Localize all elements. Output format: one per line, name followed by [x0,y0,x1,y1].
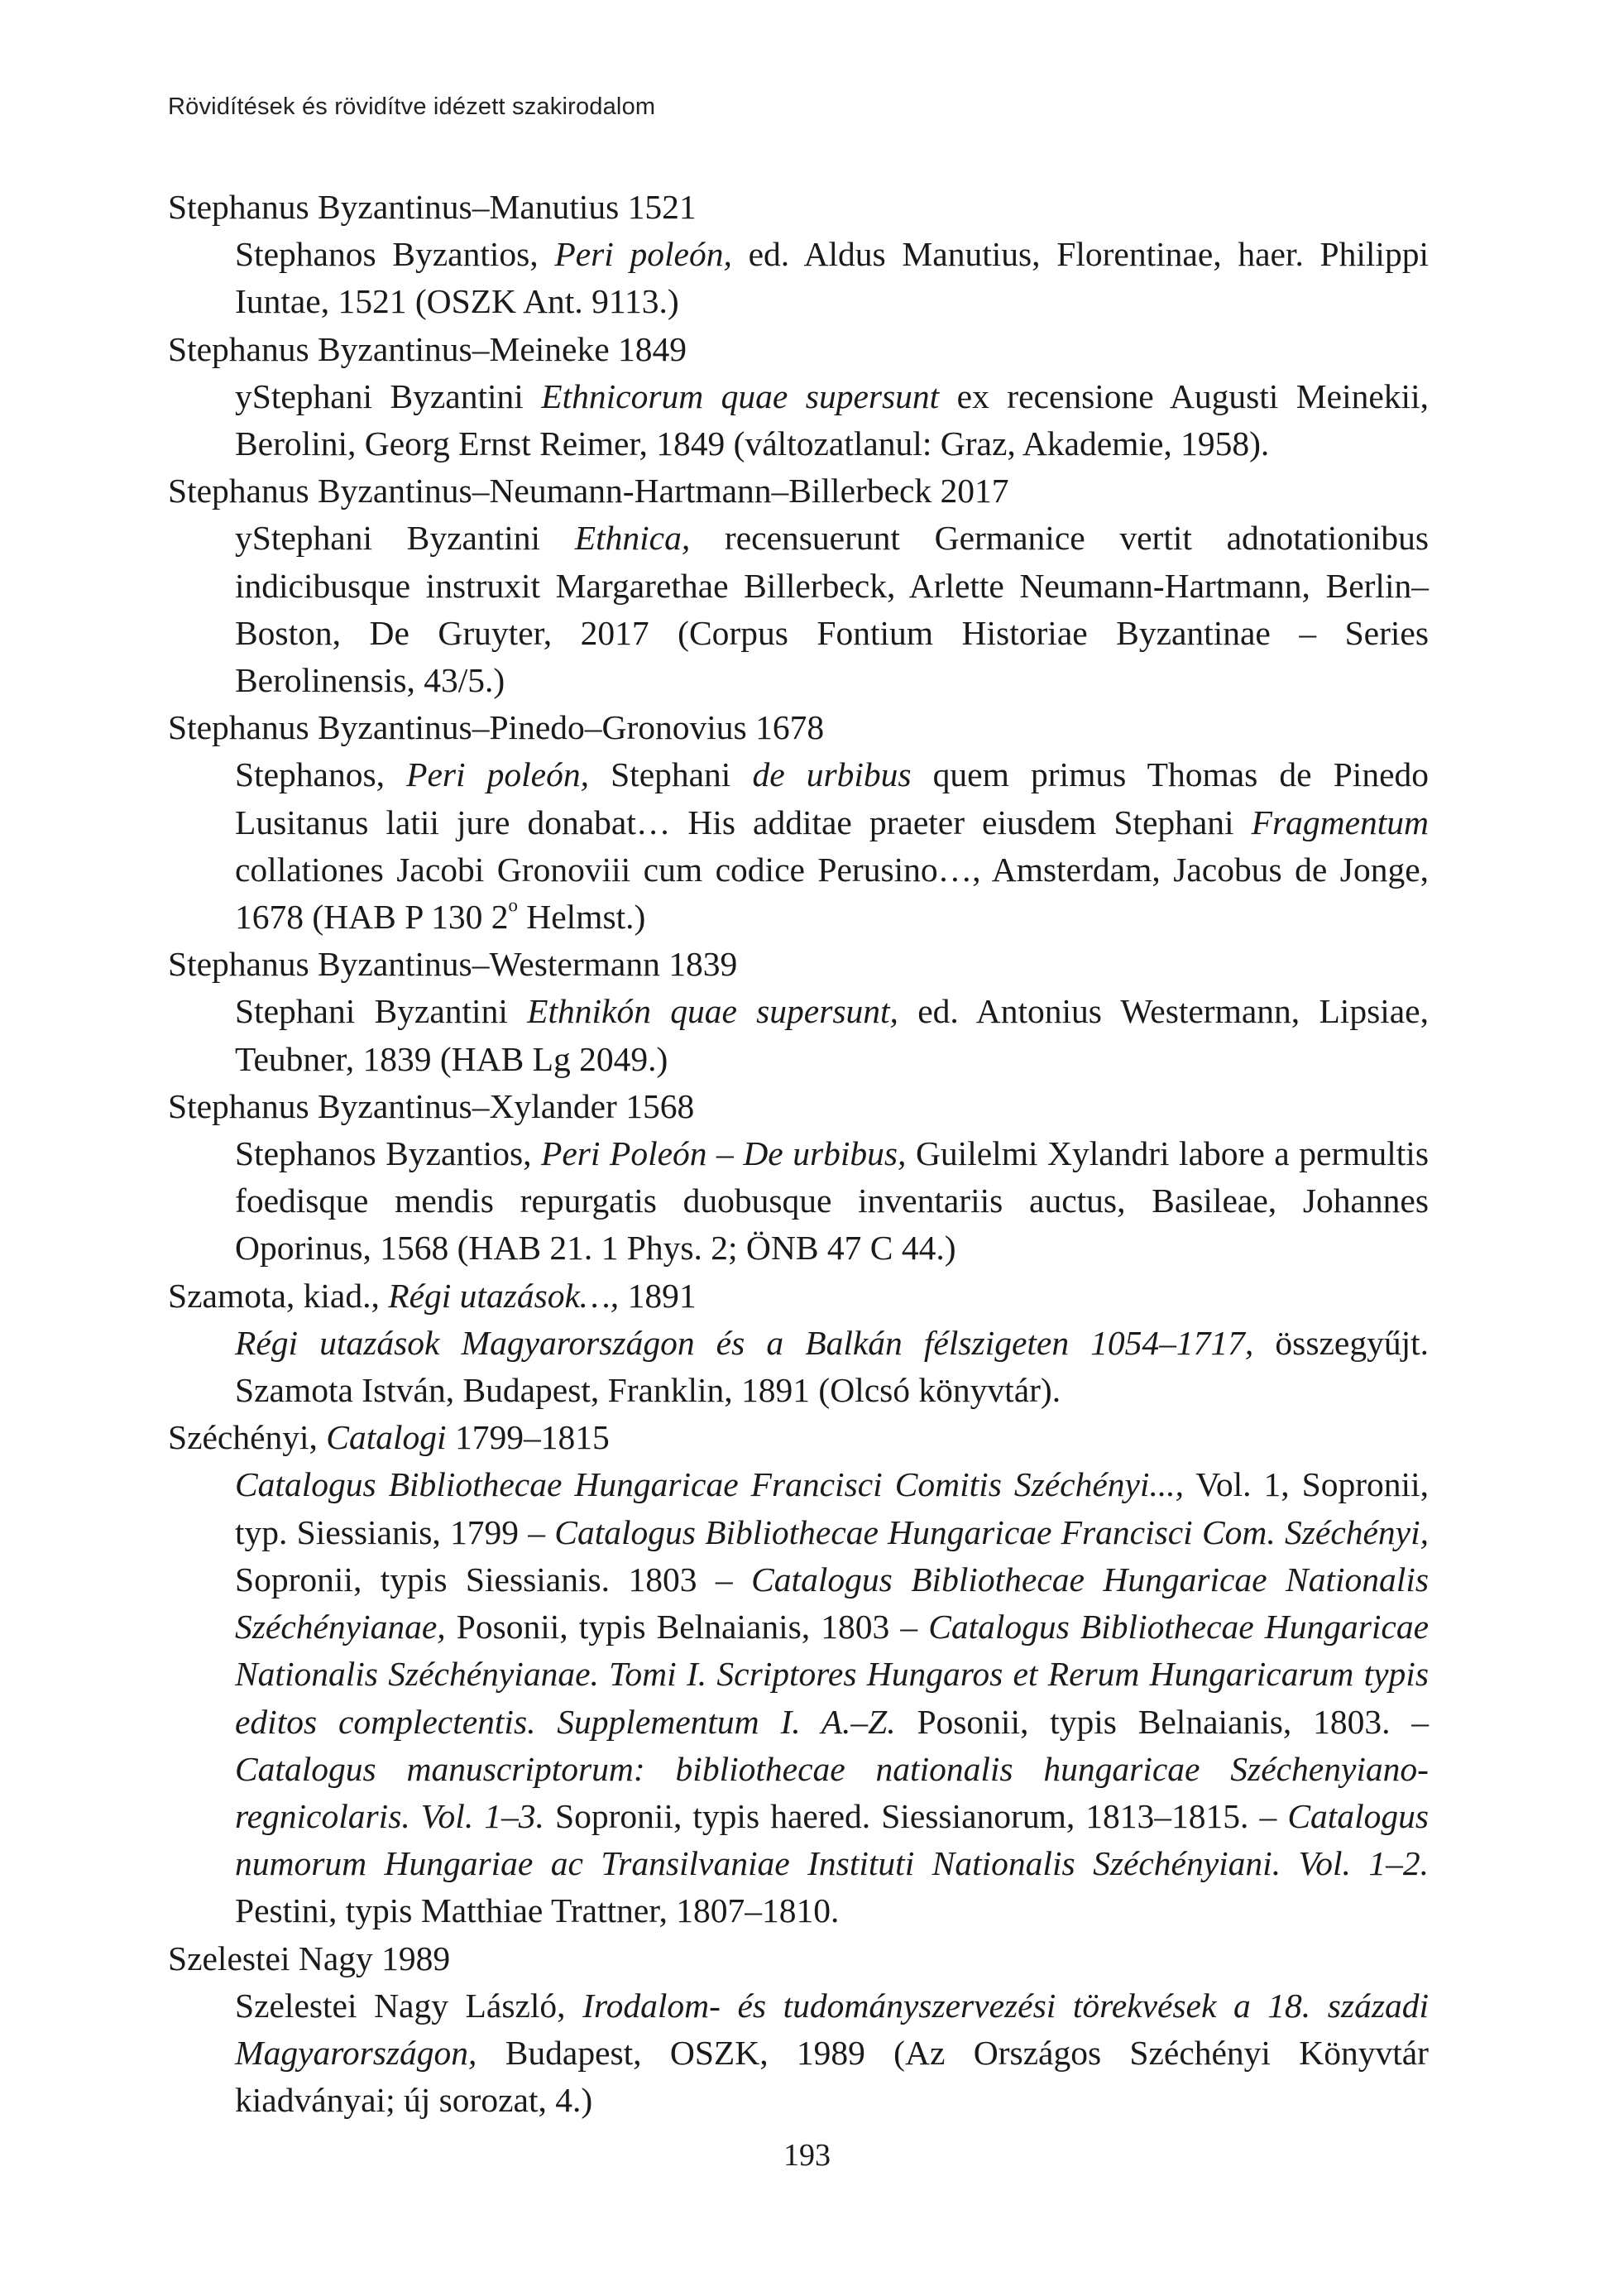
text-run: Stephani Byzantini [235,992,528,1031]
entry-citation [168,1320,1429,1414]
entry-heading [168,184,1429,231]
entry-heading [168,1273,1429,1320]
entry-heading [168,1083,1429,1130]
italic-title: Irodalom- és tudományszervezési törekvések a 18. századi Magyarországon, [235,1986,1429,2072]
bibliography-entry [168,704,1429,941]
entry-citation [168,751,1429,941]
text-run: 1799–1815 [446,1418,610,1457]
text-run: 1891 [619,1276,697,1315]
text-run: Stephanos Byzantios, [235,235,555,274]
text-run: collationes Jacobi Gronoviii cum codice Perusino…, Amsterdam, Jacobus de Jonge, 1678 (HAB P 130 2 [235,850,1429,937]
entry-heading [168,941,1429,988]
text-run: Stephanus Byzantinus–Meineke 1849 [168,329,687,368]
text-run: Stephanus Byzantinus–Manutius 1521 [168,188,697,226]
entry-heading [168,326,1429,373]
italic-title: Catalogus manuscriptorum: bibliothecae nationalis hungaricae Széchenyiano-regnicolaris. Vol. 1–3. [235,1749,1429,1835]
bibliography-entry [168,941,1429,1083]
italic-title: Peri Poleón – De urbibus, [541,1134,907,1173]
text-run: összegyűjt. Szamota István, Budapest, Franklin, 1891 (Olcsó könyvtár). [235,1323,1429,1410]
bibliography-list [168,184,1429,2124]
text-run: Stephanus Byzantinus–Xylander 1568 [168,1086,695,1125]
italic-title: Catalogi [326,1418,447,1457]
italic-title: Régi utazások…, [388,1276,620,1315]
text-run: Stephanus Byzantinus–Westermann 1839 [168,945,738,984]
text-run: Stephanus Byzantinus–Neumann-Hartmann–Billerbeck 2017 [168,472,1009,510]
italic-title: Ethnicorum quae supersunt [541,376,940,415]
italic-title: Catalogus Bibliothecae Hungaricae Francisci Com. Széchényi, [554,1512,1429,1551]
page-number: 193 [783,2138,831,2173]
text-run: yStephani Byzantini [235,519,575,558]
text-run: quem primus Thomas de Pinedo Lusitanus latii jure donabat… His additae praeter eiusdem Stephani [235,755,1429,841]
bibliography-entry [168,184,1429,326]
bibliography-entry [168,467,1429,704]
italic-title: Peri poleón, [406,755,589,794]
entry-citation [168,1461,1429,1934]
bibliography-entry [168,326,1429,468]
text-run: Pestini, typis Matthiae Trattner, 1807–1810. [235,1891,840,1930]
text-run: Szelestei Nagy 1989 [168,1939,451,1977]
italic-title: Peri poleón, [554,235,732,274]
italic-title: de urbibus [752,755,912,794]
entry-citation [168,515,1429,704]
entry-citation [168,231,1429,325]
text-run: ex recensione Augusti Meinekii, Berolini, Georg Ernst Reimer, 1849 (változatlanul: Graz, Akademie, 1958). [235,376,1429,463]
text-run: Stephani [588,755,753,794]
text-run: yStephani Byzantini [235,376,542,415]
italic-title: Catalogus numorum Hungariae ac Transilvaniae Instituti Nationalis Széchényiani. Vol. 1–2. [235,1796,1429,1883]
text-run: ed. Antonius Westermann, Lipsiae, Teubner, 1839 (HAB Lg 2049.) [235,992,1429,1078]
italic-title: Ethnica, [574,519,691,558]
bibliography-entry [168,1935,1429,2125]
text-run: Szamota, kiad., [168,1276,389,1315]
text-run: Posonii, typis Belnaianis, 1803. – [895,1702,1429,1741]
italic-title: Catalogus Bibliothecae Hungaricae Nationalis Széchényianae, [235,1560,1429,1647]
entry-citation [168,1982,1429,2125]
italic-title: Régi utazások Magyarországon és a Balkán félszigeten 1054–1717, [235,1323,1254,1362]
text-run: Helmst.) [517,898,646,937]
text-run: ed. Aldus Manutius, Florentinae, haer. Philippi Iuntae, 1521 (OSZK Ant. 9113.) [235,235,1429,321]
text-run: Vol. 1, Sopronii, typ. Siessianis, 1799 – [235,1465,1429,1551]
entry-heading [168,1414,1429,1461]
running-head: Rövidítések és rövidítve idézett szakirodalom [168,93,656,120]
bibliography-entry [168,1273,1429,1415]
entry-heading [168,467,1429,515]
italic-title: Ethnikón quae supersunt, [527,992,898,1031]
italic-title: Catalogus Bibliothecae Hungaricae Francisci Comitis Széchényi..., [235,1465,1184,1504]
text-run: Széchényi, [168,1418,327,1457]
text-run: Stephanus Byzantinus–Pinedo–Gronovius 1678 [168,708,825,747]
text-run: Sopronii, typis Siessianis. 1803 – [235,1560,752,1599]
italic-title: Fragmentum [1251,803,1429,841]
entry-heading [168,704,1429,751]
text-run: Posonii, typis Belnaianis, 1803 – [445,1608,929,1647]
text-run: Guilelmi Xylandri labore a permultis foedisque mendis repurgatis duobusque inventariis auctus, Basileae, Johannes Oporinus, 1568 (HAB 21. 1 Phys. 2; ÖNB 47 C 44.) [235,1134,1429,1268]
entry-citation [168,988,1429,1082]
text-run: Stephanos Byzantios, [235,1134,541,1173]
entry-citation [168,1130,1429,1273]
text-run: Sopronii, typis haered. Siessianorum, 1813–1815. – [544,1796,1288,1835]
bibliography-entry [168,1414,1429,1934]
italic-title: Catalogus Bibliothecae Hungaricae Nationalis Széchényianae. Tomi I. Scriptores Hungaros et Rerum Hungaricarum typis editos complectentis. Supplementum I. A.–Z. [235,1608,1429,1741]
superscript: o [508,894,518,916]
text-run: Stephanos, [235,755,407,794]
text-run: recensuerunt Germanice vertit adnotationibus indicibusque instruxit Margarethae Billerbeck, Arlette Neumann-Hartmann, Berlin–Boston, De Gruyter, 2017 (Corpus Fontium Historiae Byzantinae – Series Berolinensis, 43/5.) [235,519,1429,700]
entry-heading [168,1935,1429,1982]
bibliography-entry [168,1083,1429,1273]
text-run: Budapest, OSZK, 1989 (Az Országos Széchényi Könyvtár kiadványai; új sorozat, 4.) [235,2033,1429,2120]
entry-citation [168,373,1429,467]
text-run: Szelestei Nagy László, [235,1986,583,2025]
